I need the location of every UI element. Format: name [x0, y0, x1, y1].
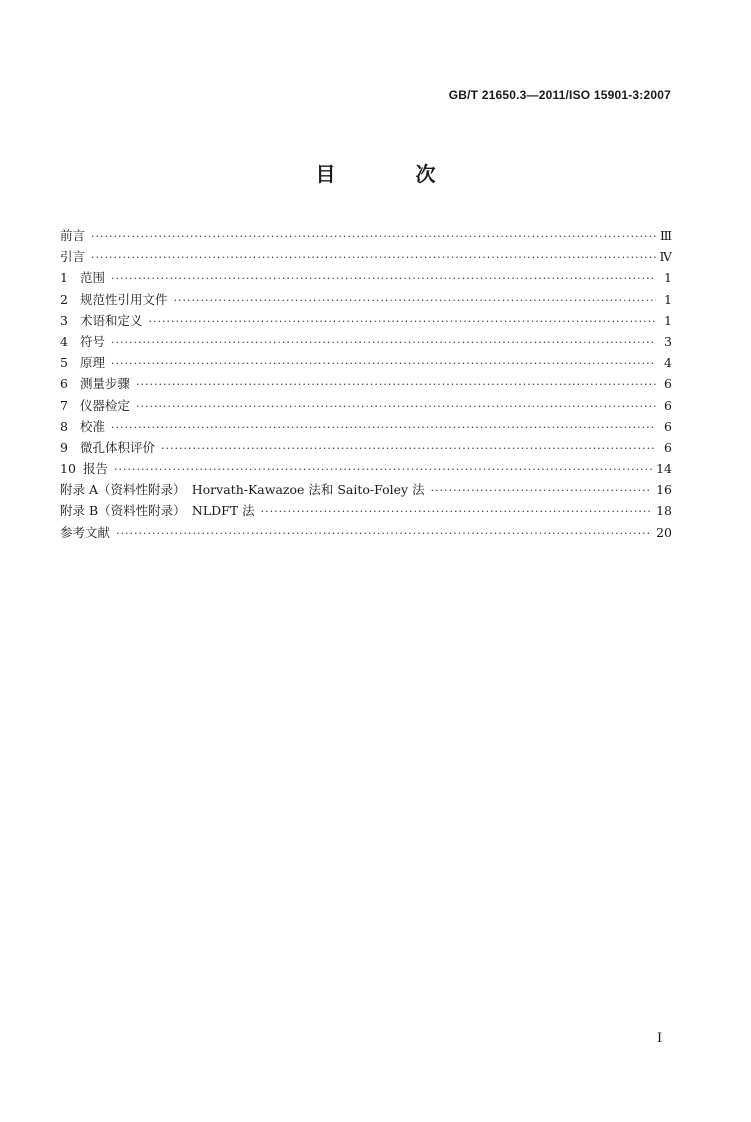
toc-dot-leader: [136, 400, 656, 413]
toc-entry-page: 20: [656, 524, 672, 540]
toc-entry-label: 校准: [80, 418, 106, 434]
toc-entry-number: 5: [60, 355, 68, 371]
toc-entry-label: 符号: [80, 333, 106, 349]
toc-entry-page: 3: [664, 333, 672, 349]
toc-entry-label: 测量步骤: [80, 376, 131, 392]
toc-dot-leader: [114, 463, 652, 476]
page-number: I: [657, 1031, 663, 1046]
toc-entry-page: 1: [664, 270, 672, 286]
toc-entry-number: 8: [60, 418, 68, 434]
toc-entry-label: 原理: [80, 355, 106, 371]
toc-entry-number: 2: [60, 291, 68, 307]
toc-entry[interactable]: [60, 459, 672, 480]
toc-entry-label: 仪器检定: [80, 397, 131, 413]
toc-entry-label: 报告: [83, 461, 109, 477]
toc-entry-page: 1: [664, 291, 672, 307]
toc-dot-leader: [116, 527, 652, 540]
toc-dot-leader: [174, 294, 656, 307]
toc-entry-page: 6: [664, 439, 672, 455]
toc-entry-label: 参考文献: [60, 524, 111, 540]
toc-entry-page: 16: [656, 482, 672, 498]
toc-entry-label: 微孔体积评价: [80, 439, 156, 455]
toc-dot-leader: [111, 357, 656, 370]
toc-entry-page: Ⅳ: [659, 249, 672, 265]
toc-dot-leader: [111, 421, 656, 434]
document-code: GB/T 21650.3—2011/ISO 15901-3:2007: [448, 88, 671, 102]
toc-entry-label: 附录 B（资料性附录） NLDFT 法: [60, 503, 255, 519]
toc-entry[interactable]: [60, 374, 672, 395]
toc-entry-label: 规范性引用文件: [80, 291, 168, 307]
toc-dot-leader: [111, 336, 656, 349]
toc-entry-page: 4: [664, 355, 672, 371]
toc-dot-leader: [431, 484, 652, 497]
toc-dot-leader: [91, 230, 656, 243]
toc-entry[interactable]: [60, 396, 672, 417]
page-title: 目 次: [315, 162, 466, 186]
toc-entry[interactable]: [60, 226, 672, 247]
toc-entry-number: 10: [60, 461, 76, 477]
toc-entry-page: 18: [656, 503, 672, 519]
toc-dot-leader: [161, 442, 656, 455]
toc-entry[interactable]: [60, 501, 672, 522]
toc-entry-page: 6: [664, 418, 672, 434]
toc-entry-label: 前言: [60, 228, 86, 243]
toc-entry[interactable]: [60, 290, 672, 311]
table-of-contents: [60, 226, 672, 544]
toc-entry-label: 附录 A（资料性附录） Horvath-Kawazoe 法和 Saito-Foley 法: [60, 482, 425, 498]
toc-entry-label: 术语和定义: [80, 312, 143, 328]
toc-entry[interactable]: [60, 523, 672, 544]
toc-entry-number: 7: [60, 397, 68, 413]
toc-entry-page: 6: [664, 397, 672, 413]
toc-dot-leader: [91, 251, 655, 264]
toc-entry-number: 6: [60, 376, 68, 392]
toc-dot-leader: [261, 505, 652, 518]
toc-entry-number: 3: [60, 312, 68, 328]
toc-entry[interactable]: [60, 353, 672, 374]
toc-entry-number: 4: [60, 333, 68, 349]
toc-entry-label: 引言: [60, 249, 86, 265]
toc-entry[interactable]: [60, 480, 672, 501]
toc-entry-number: 1: [60, 270, 68, 286]
toc-entry[interactable]: [60, 417, 672, 438]
toc-dot-leader: [149, 315, 656, 328]
toc-entry-page: 14: [656, 461, 672, 477]
toc-entry-page: 1: [664, 312, 672, 328]
toc-dot-leader: [111, 272, 656, 285]
toc-entry-label: 范围: [80, 270, 106, 286]
toc-entry[interactable]: [60, 332, 672, 353]
toc-dot-leader: [136, 378, 656, 391]
toc-entry[interactable]: [60, 247, 672, 268]
toc-entry[interactable]: [60, 268, 672, 289]
toc-entry-number: 9: [60, 439, 68, 455]
toc-entry[interactable]: [60, 311, 672, 332]
toc-entry[interactable]: [60, 438, 672, 459]
toc-entry-page: Ⅲ: [659, 228, 672, 243]
toc-entry-page: 6: [664, 376, 672, 392]
